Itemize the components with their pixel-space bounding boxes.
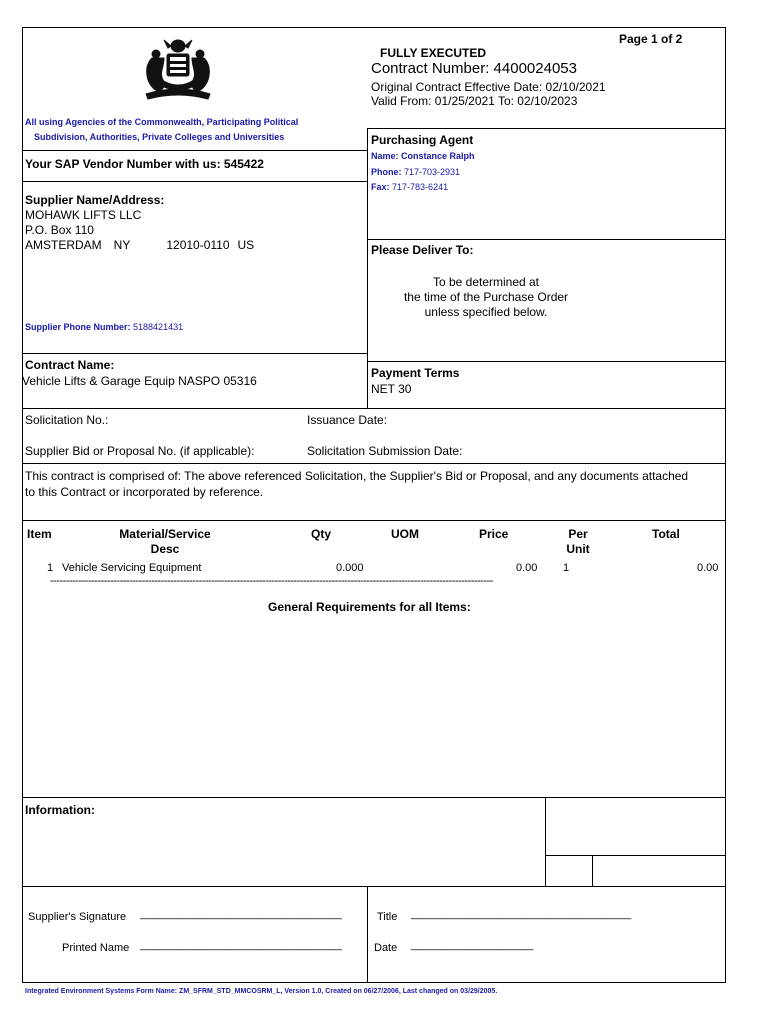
contract-name-value: Vehicle Lifts & Garage Equip NASPO 05316 bbox=[22, 374, 257, 388]
info-divider-2 bbox=[592, 855, 593, 887]
agencies-bottom-line bbox=[22, 150, 367, 151]
issuance-date-label: Issuance Date: bbox=[307, 413, 388, 427]
state-seal-logo bbox=[138, 36, 218, 106]
contract-bottom-line bbox=[22, 408, 726, 409]
row-per: 1 bbox=[563, 562, 570, 574]
status-label: FULLY EXECUTED bbox=[380, 46, 487, 60]
frame-right bbox=[725, 27, 726, 983]
supplier-title: Supplier Name/Address: bbox=[25, 193, 165, 207]
col-qty-header: Qty bbox=[311, 527, 332, 541]
form-footer: Integrated Environment Systems Form Name: ZM_SFRM_STD_MMCOSRM_L, Version 1.0, Created on 06/27/2006, Last changed on 03/29/2005. bbox=[25, 988, 498, 995]
col-item-header: Item bbox=[27, 527, 52, 541]
agent-phone: Phone: 717-703-2931 bbox=[371, 167, 461, 177]
contract-name-title: Contract Name: bbox=[25, 358, 115, 372]
date-line: ____________________ bbox=[411, 939, 534, 951]
col-per-header-1: Per bbox=[568, 527, 588, 541]
signature-top-line bbox=[22, 886, 726, 887]
vendor-number: Your SAP Vendor Number with us: 545422 bbox=[25, 157, 264, 171]
row-total: 0.00 bbox=[697, 562, 719, 574]
printed-name-line: _________________________________ bbox=[140, 939, 342, 951]
info-divider-1 bbox=[545, 797, 546, 887]
supplier-name: MOHAWK LIFTS LLC bbox=[25, 208, 142, 222]
agent-top-line bbox=[367, 128, 726, 129]
col-total-header: Total bbox=[652, 527, 680, 541]
vendor-bottom-line bbox=[22, 181, 367, 182]
row-qty: 0.000 bbox=[336, 562, 364, 574]
agent-fax: Fax: 717-783-6241 bbox=[371, 182, 449, 192]
title-line: ____________________________________ bbox=[411, 908, 632, 920]
supplier-city-line: AMSTERDAM NY 12010-0110 US bbox=[25, 238, 255, 252]
row-item-number: 1 bbox=[47, 562, 54, 574]
submission-date-label: Solicitation Submission Date: bbox=[307, 444, 463, 458]
agencies-line-1: All using Agencies of the Commonwealth, Participating Political bbox=[25, 117, 299, 127]
information-label: Information: bbox=[25, 803, 95, 817]
col-desc-header-1: Material/Service bbox=[119, 527, 211, 541]
row-price: 0.00 bbox=[516, 562, 538, 574]
comprised-line-1: This contract is comprised of: The above referenced Solicitation, the Supplier's Bid or Proposal, and any documents attached bbox=[25, 469, 689, 483]
deliver-line-1: To be determined at bbox=[432, 275, 540, 289]
bid-proposal-label: Supplier Bid or Proposal No. (if applicable): bbox=[25, 444, 255, 458]
deliver-line-3: unless specified below. bbox=[424, 305, 548, 319]
supplier-phone: Supplier Phone Number: 5188421431 bbox=[25, 322, 184, 332]
row-separator: -------------------------------------------------------------------------------------------------------------------------------------------- bbox=[50, 575, 493, 587]
date-label: Date bbox=[374, 942, 398, 954]
info-inner-line bbox=[545, 855, 726, 856]
col-uom-header: UOM bbox=[391, 527, 419, 541]
frame-top bbox=[22, 27, 726, 28]
solicitation-no-label: Solicitation No.: bbox=[25, 413, 109, 427]
col-price-header: Price bbox=[479, 527, 509, 541]
col-per-header-2: Unit bbox=[566, 542, 590, 556]
table-top-line bbox=[22, 520, 726, 521]
title-label: Title bbox=[377, 911, 398, 923]
effective-date: Original Contract Effective Date: 02/10/2021 bbox=[371, 80, 606, 94]
agent-name: Name: Constance Ralph bbox=[371, 151, 475, 161]
deliver-bottom-line bbox=[367, 361, 726, 362]
contract-number: Contract Number: 4400024053 bbox=[371, 60, 577, 77]
row-desc: Vehicle Servicing Equipment bbox=[62, 562, 202, 574]
general-requirements-heading: General Requirements for all Items: bbox=[268, 600, 471, 614]
frame-left bbox=[22, 27, 23, 983]
signature-divider bbox=[367, 886, 368, 982]
payment-terms-title: Payment Terms bbox=[371, 366, 460, 380]
purchasing-agent-title: Purchasing Agent bbox=[371, 133, 474, 147]
payment-terms-value: NET 30 bbox=[371, 382, 412, 396]
info-top-line bbox=[22, 797, 726, 798]
signature-label: Supplier's Signature bbox=[28, 911, 127, 923]
deliver-line-2: the time of the Purchase Order bbox=[403, 290, 569, 304]
solicitation-bottom-line bbox=[22, 463, 726, 464]
supplier-bottom-line bbox=[22, 353, 367, 354]
upper-divider bbox=[367, 128, 368, 409]
deliver-title: Please Deliver To: bbox=[371, 243, 474, 257]
frame-bottom bbox=[22, 982, 726, 983]
col-desc-header-2: Desc bbox=[150, 542, 180, 556]
valid-period: Valid From: 01/25/2021 To: 02/10/2023 bbox=[371, 94, 578, 108]
page-number: Page 1 of 2 bbox=[619, 32, 683, 46]
supplier-address: P.O. Box 110 bbox=[25, 223, 94, 237]
agencies-line-2: Subdivision, Authorities, Private Colleges and Universities bbox=[34, 132, 285, 142]
printed-name-label: Printed Name bbox=[62, 942, 130, 954]
agent-bottom-line bbox=[367, 239, 726, 240]
comprised-line-2: to this Contract or incorporated by reference. bbox=[25, 485, 264, 499]
signature-line: _________________________________ bbox=[140, 908, 342, 920]
